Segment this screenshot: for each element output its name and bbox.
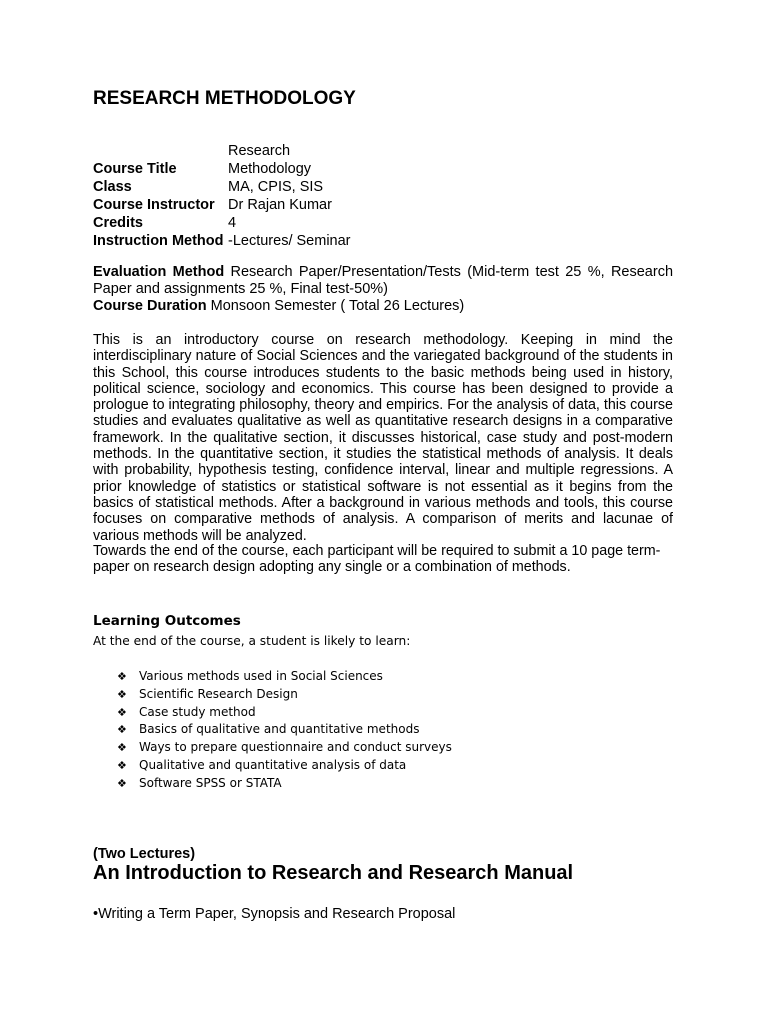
list-item-text: Scientific Research Design — [139, 686, 298, 701]
meta-value: Research Methodology — [228, 143, 312, 177]
list-item — [117, 757, 452, 775]
evaluation-method — [93, 264, 673, 298]
meta-label: Class — [93, 179, 132, 195]
meta-row-course-instructor — [93, 196, 673, 214]
list-item-text: Qualitative and quantitative analysis of data — [139, 757, 407, 772]
list-item — [117, 668, 452, 686]
meta-row-class — [93, 178, 673, 196]
diamond-bullet-icon: ❖ — [117, 741, 127, 755]
meta-label: Credits — [93, 215, 143, 231]
list-item-text: Various methods used in Social Sciences — [139, 669, 383, 683]
evaluation-value-line1: Research Paper/Presentation/Tests (Mid-term test 25 %, — [230, 264, 605, 280]
meta-label: Instruction Method — [93, 233, 224, 249]
diamond-bullet-icon: ❖ — [117, 723, 127, 737]
learning-outcomes-list — [117, 668, 452, 793]
learning-outcomes-heading: Learning Outcomes — [93, 613, 241, 629]
section-topic-item: •Writing a Term Paper, Synopsis and Research Proposal — [93, 906, 456, 922]
intro-paragraph: This is an introductory course on research methodology. Keeping in mind the interdisciplinary nature of Social Sciences and the variegated background of the students in this School, this course introduces students to the basic methods being used in history, political science, sociology and economics. This course has been designed to provide a prologue to integrating philosophy, theory and empirics. For the analysis of data, this course studies and evaluates qualitative as well as quantitative research designs in a comparative framework. In the qualitative section, it discusses historical, case study and post-modern methods. In the quantitative section, it studies the statistical methods of analysis. It deals with probability, hypothesis testing, confidence interval, linear and multiple regressions. A prior knowledge of statistics or statistical software is not essential as it begins from the basics of statistical methods. After a background in various methods and tools, this course focuses on comparative methods of analysis. A comparison of merits and lacunae of various methods will be analyzed. — [93, 332, 673, 544]
meta-value: Dr Rajan Kumar — [228, 197, 332, 213]
document-title: RESEARCH METHODOLOGY — [93, 88, 356, 109]
list-item-text: Ways to prepare questionnaire and conduct surveys — [139, 740, 452, 755]
list-item — [117, 739, 452, 757]
list-item — [117, 721, 452, 739]
list-item-text: Case study method — [139, 704, 256, 719]
meta-row-credits — [93, 214, 673, 232]
diamond-bullet-icon: ❖ — [117, 705, 127, 719]
term-paper-paragraph: Towards the end of the course, each participant will be required to submit a 10 page term- paper on research design adopting any single or a combination of methods. — [93, 543, 661, 576]
meta-value: -Lectures/ Seminar — [228, 233, 351, 249]
diamond-bullet-icon: ❖ — [117, 758, 127, 772]
section-lecture-count: (Two Lectures) — [93, 846, 196, 862]
evaluation-value-line2: Research Paper and assignments 25 %, Final test-50%) — [93, 264, 674, 297]
meta-label: Course Title — [93, 161, 177, 177]
list-item — [117, 704, 452, 722]
section-title: An Introduction to Research and Research Manual — [93, 862, 574, 884]
list-item — [117, 775, 452, 793]
meta-row-course-title — [93, 142, 673, 178]
course-duration — [93, 298, 673, 315]
duration-value: Monsoon Semester ( Total 26 Lectures) — [210, 298, 465, 314]
duration-label: Course Duration — [93, 298, 207, 314]
learning-outcomes-intro: At the end of the course, a student is likely to learn: — [93, 634, 411, 648]
meta-value: 4 — [228, 215, 237, 231]
evaluation-label: Evaluation Method — [93, 264, 225, 280]
meta-label: Course Instructor — [93, 197, 215, 213]
diamond-bullet-icon: ❖ — [117, 670, 127, 683]
list-item-text: Software SPSS or STATA — [139, 775, 282, 790]
diamond-bullet-icon: ❖ — [117, 776, 127, 790]
list-item-text: Basics of qualitative and quantitative methods — [139, 722, 420, 737]
meta-value: MA, CPIS, SIS — [228, 179, 324, 195]
evaluation-block — [93, 264, 673, 315]
diamond-bullet-icon: ❖ — [117, 687, 127, 701]
meta-row-instruction-method — [93, 232, 673, 250]
list-item — [117, 686, 452, 704]
course-meta-table — [93, 142, 673, 250]
